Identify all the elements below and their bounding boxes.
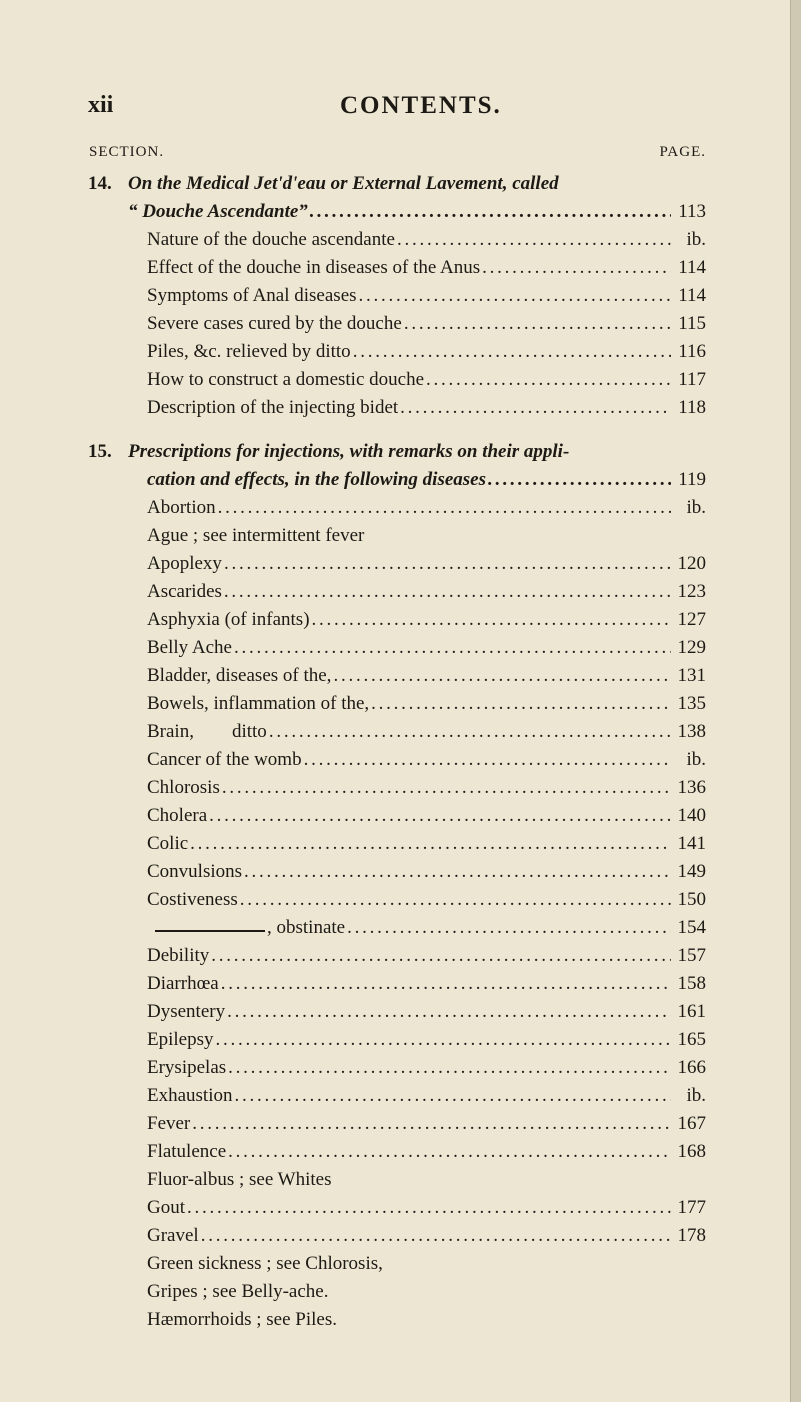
section-number: 14. (88, 173, 112, 194)
entry-text: Convulsions (147, 861, 243, 882)
entry-text: Symptoms of Anal diseases (147, 285, 357, 306)
entry-text: Dysentery (147, 1001, 226, 1022)
toc-entry (0, 578, 801, 606)
entry-text: Flatulence (147, 1141, 227, 1162)
entry-text: Diarrhœa (147, 973, 219, 994)
section-title: On the Medical Jet'd'eau or External Lavement, called (128, 173, 559, 194)
toc-entry (0, 1110, 801, 1138)
page-ref: 166 (677, 1057, 706, 1078)
page-ref: 157 (677, 945, 706, 966)
entry-text: Green sickness ; see Chlorosis, (147, 1253, 383, 1274)
page-ref: 167 (677, 1113, 706, 1134)
toc-entry (0, 746, 801, 774)
page-ref: 161 (677, 1001, 706, 1022)
entry-text: Gripes ; see Belly-ache. (147, 1281, 329, 1302)
section-number: 15. (88, 441, 112, 462)
page-ref: 165 (677, 1029, 706, 1050)
page-ref: 168 (677, 1141, 706, 1162)
page-ref: 116 (678, 341, 706, 362)
toc-entry (0, 1166, 801, 1194)
toc-entry (0, 254, 801, 282)
toc-entry (0, 226, 801, 254)
entry-text: Fever (147, 1113, 191, 1134)
section-title: cation and effects, in the following diseases (147, 469, 487, 490)
entry-text: Description of the injecting bidet (147, 397, 399, 418)
entry-text: Epilepsy (147, 1029, 214, 1050)
entry-text: Abortion (147, 497, 216, 518)
toc-entry (0, 1222, 801, 1250)
toc-entry (0, 494, 801, 522)
entry-text: Belly Ache (147, 637, 232, 658)
toc-entry (0, 1278, 801, 1306)
page-ref: 123 (677, 581, 706, 602)
toc-entry (0, 606, 801, 634)
page-ref: 140 (677, 805, 706, 826)
entry-text: Erysipelas (147, 1057, 227, 1078)
toc-entry (0, 998, 801, 1026)
entry-text: , obstinate (267, 917, 346, 938)
entry-text: Gravel (147, 1225, 199, 1246)
toc-entry (0, 1194, 801, 1222)
entry-text: Cholera (147, 805, 208, 826)
entry-text: Gout (147, 1197, 185, 1218)
toc-entry (0, 198, 801, 226)
section-title: Prescriptions for injections, with remarks on their appli- (128, 441, 570, 462)
page-ref: 118 (678, 397, 706, 418)
toc-entry (0, 522, 801, 550)
page-ref: 119 (678, 469, 706, 490)
page-ref: 114 (678, 257, 706, 278)
entry-text: Apoplexy (147, 553, 222, 574)
page-ref: ib. (686, 749, 706, 770)
page-ref: 127 (677, 609, 706, 630)
page-column-label: PAGE. (659, 144, 706, 160)
toc-entry (0, 774, 801, 802)
toc-entry (0, 1026, 801, 1054)
page-ref: 117 (678, 369, 706, 390)
page-ref: 120 (677, 553, 706, 574)
toc-entry (0, 718, 801, 746)
toc-entry (0, 338, 801, 366)
toc-entry (0, 634, 801, 662)
page-ref: 178 (677, 1225, 706, 1246)
page-ref: 141 (677, 833, 706, 854)
page-ref: 135 (677, 693, 706, 714)
section-title: “ Douche Ascendante” (128, 201, 308, 222)
page-ref: 113 (678, 201, 706, 222)
entry-text: Exhaustion (147, 1085, 233, 1106)
toc-entry (0, 466, 801, 494)
entry-text: Cancer of the womb (147, 749, 302, 770)
entry-text: Bladder, diseases of the, (147, 665, 332, 686)
page-ref: ib. (686, 229, 706, 250)
page-title: CONTENTS. (340, 92, 502, 119)
entry-text: Severe cases cured by the douche (147, 313, 402, 334)
page-ref: 136 (677, 777, 706, 798)
section-column-label: SECTION. (89, 144, 165, 160)
page-ref: 149 (677, 861, 706, 882)
entry-text: How to construct a domestic douche (147, 369, 425, 390)
page-ref: 154 (677, 917, 706, 938)
section-heading (0, 170, 801, 198)
entry-text: Effect of the douche in diseases of the Anus (147, 257, 481, 278)
toc-entry (0, 1082, 801, 1110)
entry-text: Asphyxia (of infants) (147, 609, 310, 630)
entry-text: Nature of the douche ascendante (147, 229, 395, 250)
toc-entry (0, 366, 801, 394)
page-ref: 177 (677, 1197, 706, 1218)
toc-entry (0, 1306, 801, 1334)
toc-entry (0, 970, 801, 998)
toc-entry (0, 282, 801, 310)
toc-entry (0, 1054, 801, 1082)
toc-entry (0, 662, 801, 690)
toc-entry (0, 690, 801, 718)
toc-entry (0, 942, 801, 970)
toc-entry (0, 802, 801, 830)
entry-text: Bowels, inflammation of the, (147, 693, 370, 714)
entry-text: Ague ; see intermittent fever (147, 525, 365, 546)
column-headings (0, 144, 801, 168)
entry-text: Debility (147, 945, 210, 966)
toc-entry (0, 830, 801, 858)
page-ref: 129 (677, 637, 706, 658)
page-ref: 115 (678, 313, 706, 334)
entry-text: Brain, ditto (147, 721, 267, 742)
toc-entry (0, 914, 801, 942)
page-ref: 131 (677, 665, 706, 686)
entry-text: Chlorosis (147, 777, 220, 798)
toc-entry (0, 394, 801, 422)
entry-text: Fluor-albus ; see Whites (147, 1169, 332, 1190)
toc-entry (0, 310, 801, 338)
toc-entry (0, 1250, 801, 1278)
toc-entry (0, 886, 801, 914)
entry-text: Ascarides (147, 581, 222, 602)
toc-entry (0, 1138, 801, 1166)
entry-text: Piles, &c. relieved by ditto (147, 341, 351, 362)
entry-text: Colic (147, 833, 189, 854)
entry-text: Costiveness (147, 889, 238, 910)
page-ref: 158 (677, 973, 706, 994)
running-header (0, 92, 801, 132)
section-heading (0, 438, 801, 466)
toc-entry (0, 858, 801, 886)
page-ref: 114 (678, 285, 706, 306)
page-ref: 150 (677, 889, 706, 910)
page-ref: ib. (686, 1085, 706, 1106)
entry-text: Hæmorrhoids ; see Piles. (147, 1309, 337, 1330)
page-ref: 138 (677, 721, 706, 742)
page-ref: ib. (686, 497, 706, 518)
toc-entry (0, 550, 801, 578)
ditto-rule (155, 930, 265, 932)
page-number: xii (88, 92, 114, 118)
